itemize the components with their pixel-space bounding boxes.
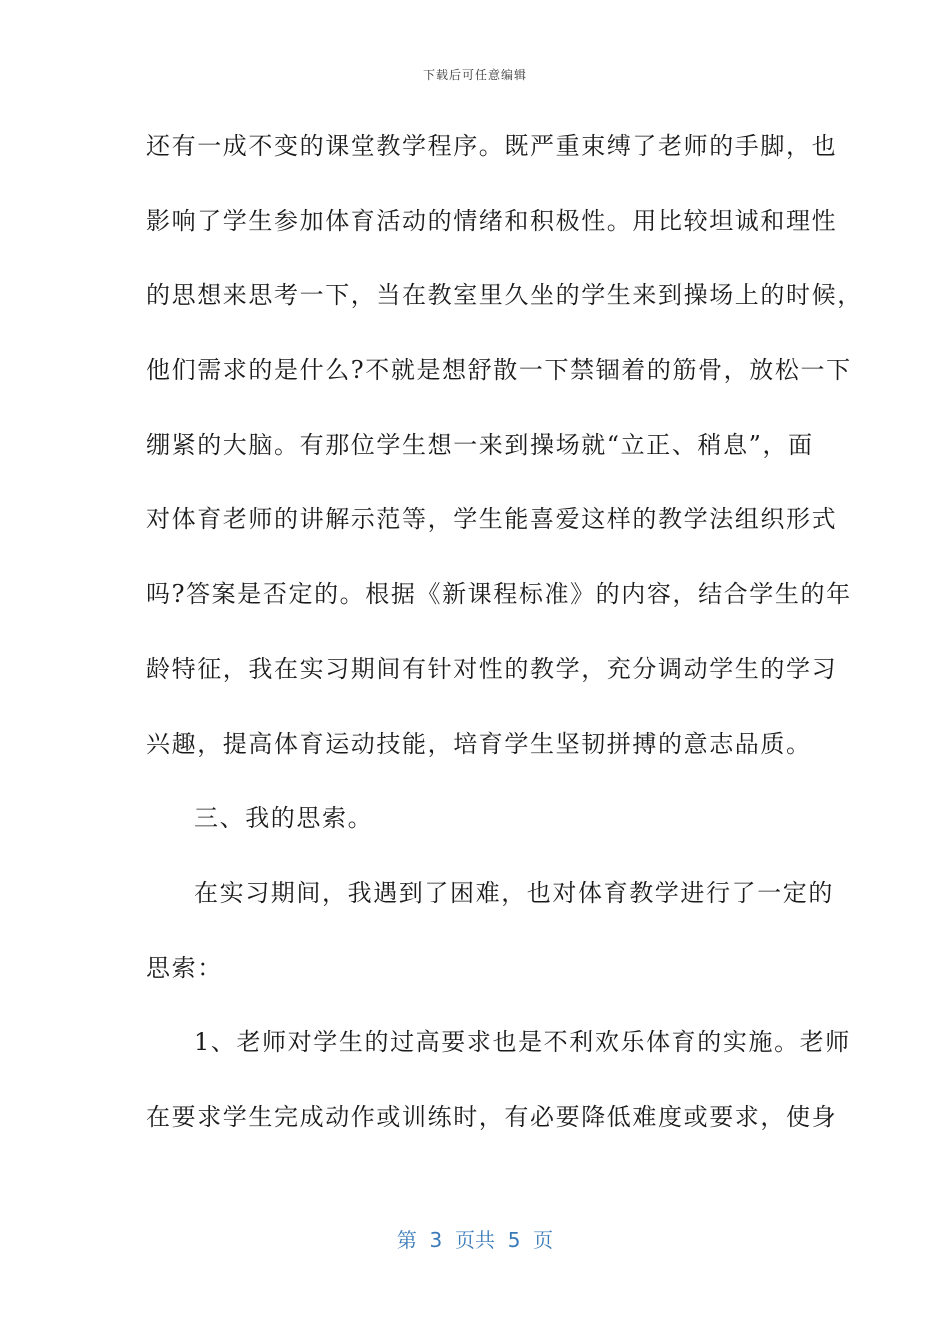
header-note: 下载后可任意编辑 [422,68,527,82]
text-line: 还有一成不变的课堂教学程序。既严重束缚了老师的手脚，也 [146,132,838,160]
text-line: 思索： [146,953,223,982]
page-indicator: 第 3 页共 5 页 [396,1228,554,1252]
text-line: 在实习期间，我遇到了困难，也对体育教学进行了一定的 [194,878,834,907]
text-line: 的思想来思考一下，当在教室里久坐的学生来到操场上的时候， [146,281,863,310]
document-body [146,124,863,1170]
text-line: 他们需求的是什么?不就是想舒散一下禁锢着的筋骨，放松一下 [146,356,852,385]
text-line: 影响了学生参加体育活动的情绪和积极性。用比较坦诚和理性 [146,206,838,235]
text-line: 对体育老师的讲解示范等，学生能喜爱这样的教学法组织形式 [146,505,838,534]
text-line: 绷紧的大脑。有那位学生想一来到操场就“立正、稍息”，面 [146,430,814,459]
text-line: 吗?答案是否定的。根据《新课程标准》的内容，结合学生的年 [146,580,852,609]
text-line: 1、老师对学生的过高要求也是不利欢乐体育的实施。老师 [194,1028,851,1057]
text-line: 在要求学生完成动作或训练时，有必要降低难度或要求，使身 [146,1102,838,1131]
section-heading: 三、我的思索。 [194,804,374,833]
text-line: 龄特征，我在实习期间有针对性的教学，充分调动学生的学习 [146,654,838,683]
text-line: 兴趣，提高体育运动技能，培育学生坚韧拼搏的意志品质。 [146,729,812,758]
